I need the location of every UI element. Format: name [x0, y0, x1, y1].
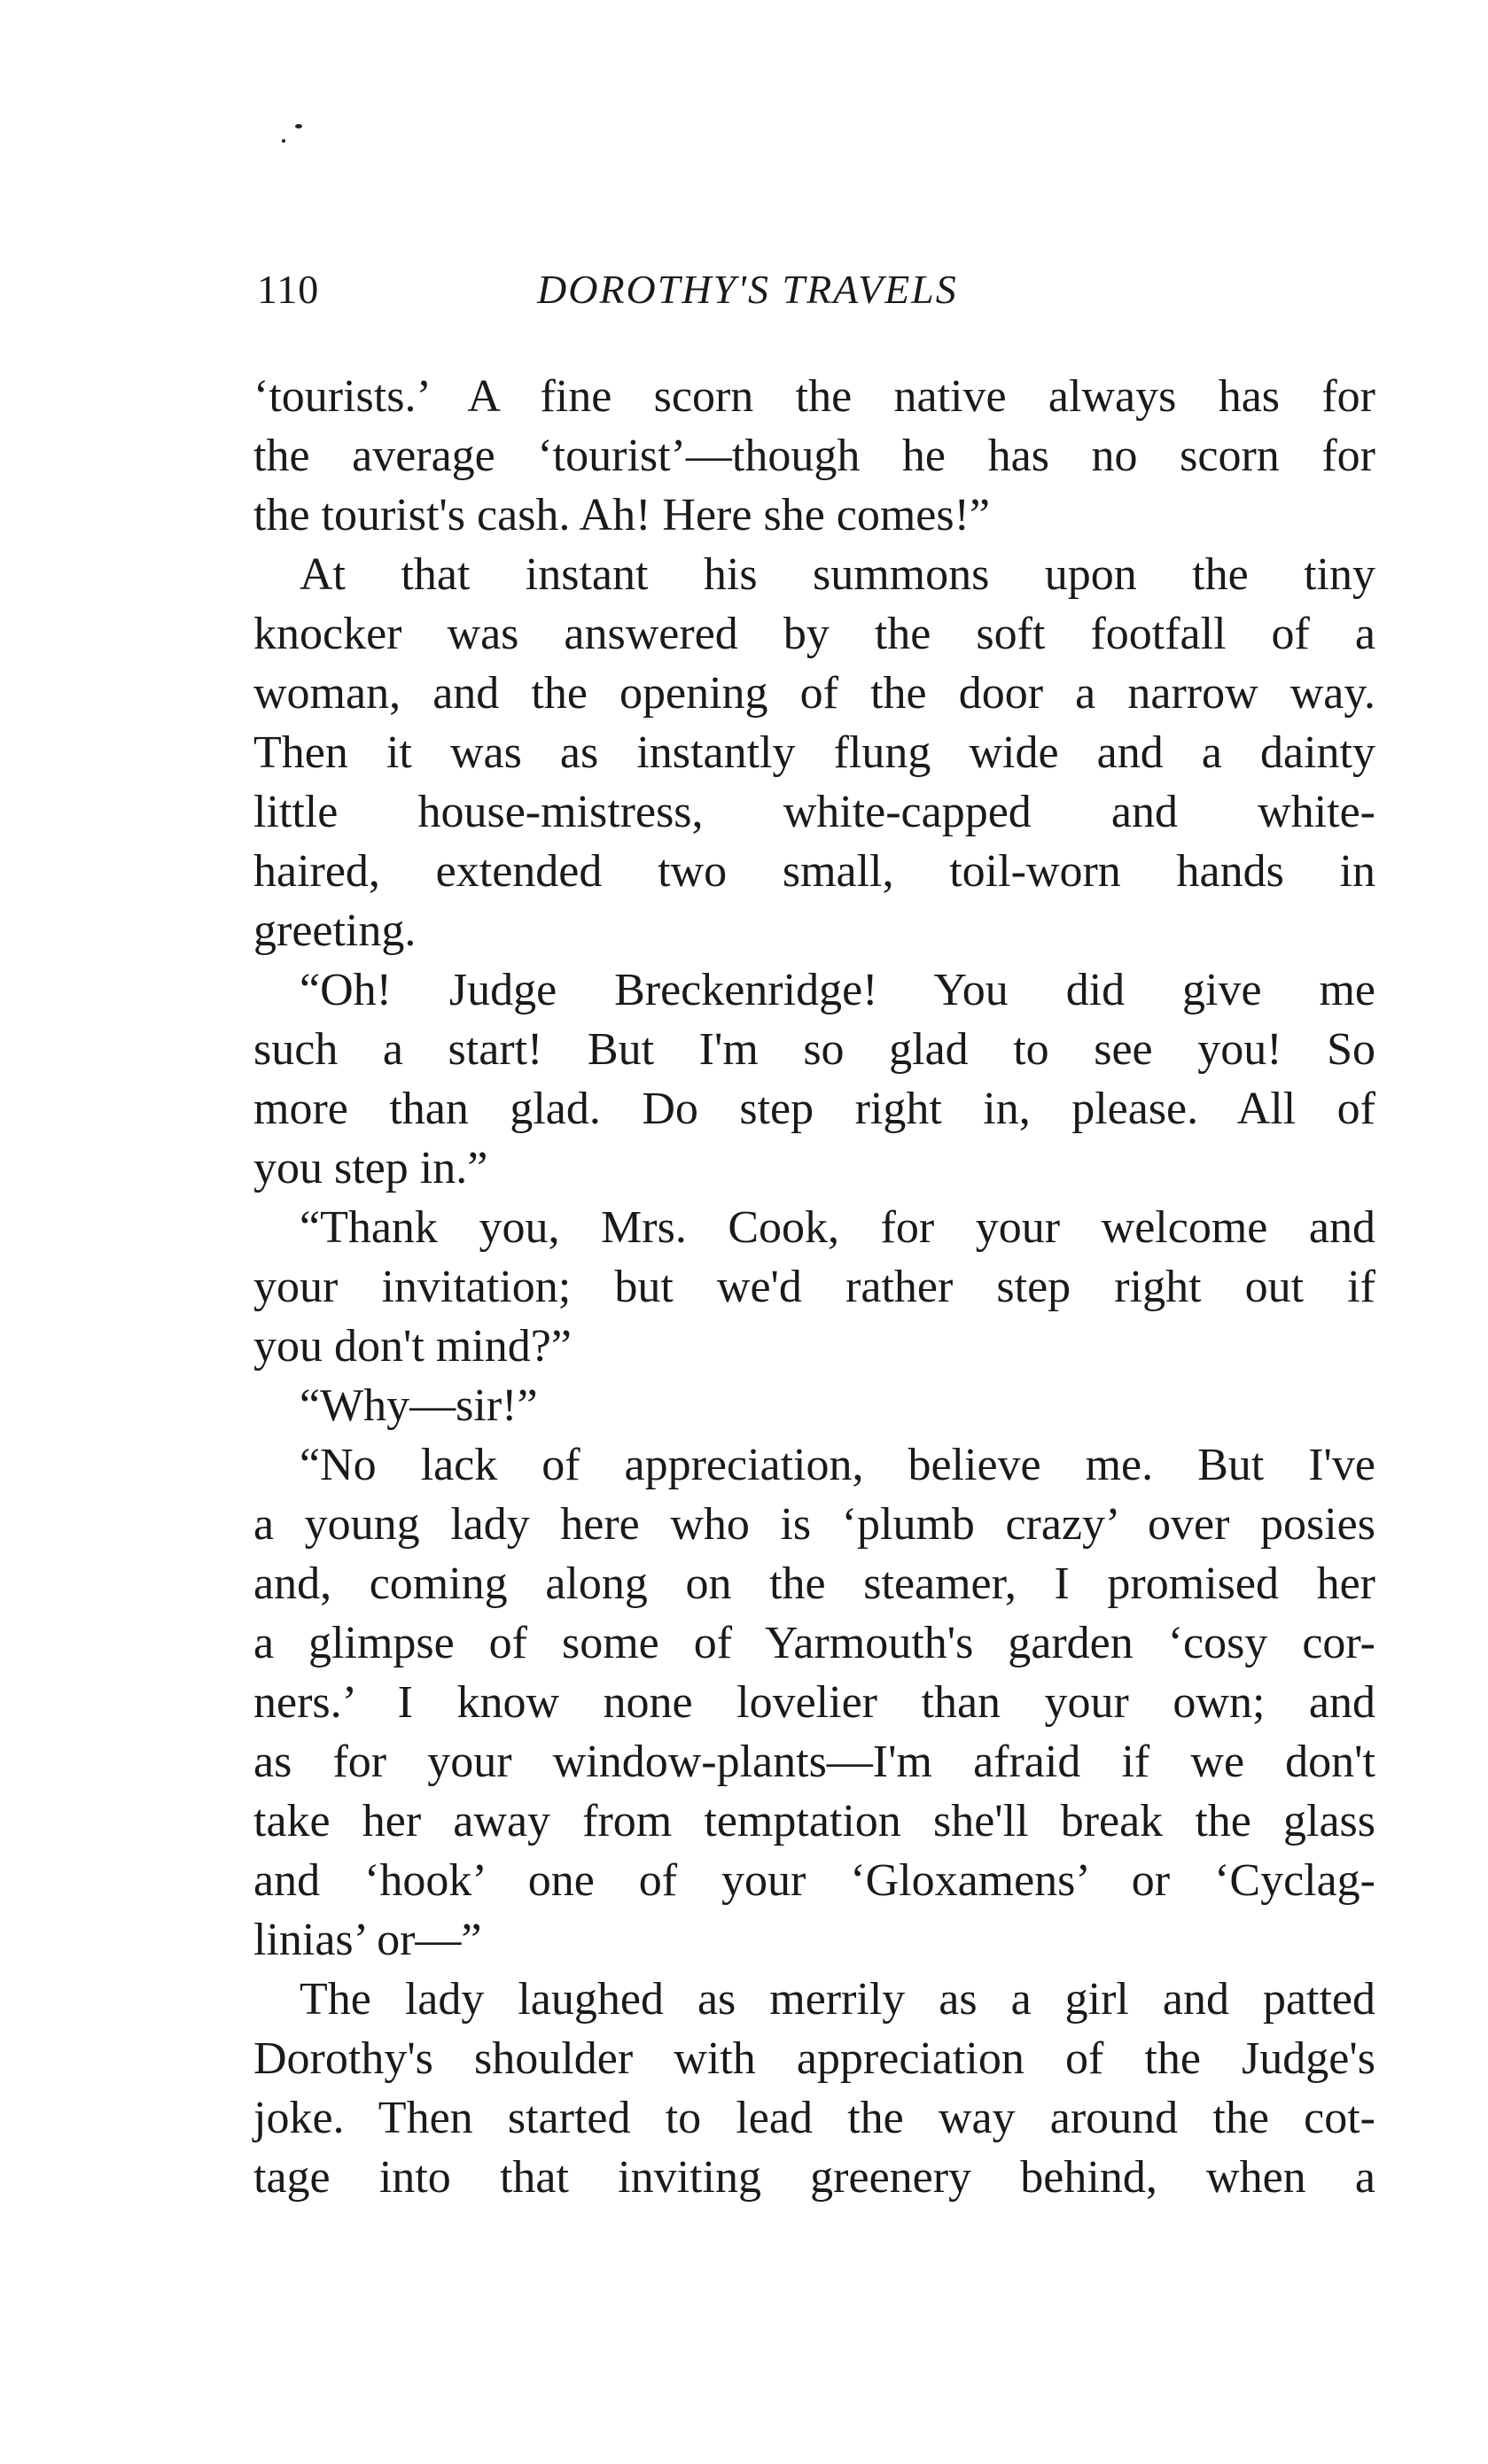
text-line: such a start! But I'm so glad to see you! So	[253, 1024, 1375, 1075]
text-line: joke. Then started to lead the way around the cot-	[253, 2093, 1375, 2143]
text-line: a young lady here who is ‘plumb crazy’ over posies	[253, 1499, 1375, 1550]
text-line: more than glad. Do step right in, please. All of	[253, 1084, 1375, 1134]
text-line: little house-mistress, white-capped and white-	[253, 787, 1375, 837]
text-line: a glimpse of some of Yarmouth's garden ‘cosy cor-	[253, 1618, 1375, 1668]
text-line: “Oh! Judge Breckenridge! You did give me	[300, 965, 1375, 1015]
text-line: Then it was as instantly flung wide and a dainty	[253, 727, 1375, 778]
text-line: linias’ or—”	[253, 1915, 482, 1965]
text-line: ‘tourists.’ A fine scorn the native always has for	[253, 371, 1375, 422]
body-text	[253, 367, 1375, 2207]
text-line: haired, extended two small, toil-worn hands in	[253, 846, 1375, 897]
text-line: as for your window-plants—I'm afraid if we don't	[253, 1737, 1375, 1787]
text-line: woman, and the opening of the door a narrow way.	[253, 668, 1375, 719]
text-line: The lady laughed as merrily as a girl and patted	[300, 1974, 1375, 2025]
running-head	[257, 266, 1374, 319]
text-line: and ‘hook’ one of your ‘Gloxamens’ or ‘Cyclag-	[253, 1855, 1375, 1906]
text-line: the tourist's cash. Ah! Here she comes!”	[253, 490, 991, 540]
ink-speck	[282, 139, 285, 143]
text-line: ners.’ I know none lovelier than your own; and	[253, 1677, 1375, 1728]
page-number: 110	[257, 267, 320, 312]
text-line: you don't mind?”	[253, 1321, 572, 1372]
text-line: knocker was answered by the soft footfall of a	[253, 609, 1375, 659]
ink-speck	[295, 124, 302, 128]
text-line: Dorothy's shoulder with appreciation of the Judge's	[253, 2033, 1375, 2084]
text-line: “Thank you, Mrs. Cook, for your welcome and	[300, 1202, 1375, 1253]
text-line: take her away from temptation she'll break the glass	[253, 1796, 1375, 1846]
text-line: “No lack of appreciation, believe me. But I've	[300, 1440, 1375, 1490]
running-title: DOROTHY'S TRAVELS	[537, 267, 958, 312]
text-line: the average ‘tourist’—though he has no scorn for	[253, 431, 1375, 481]
text-line: greeting.	[253, 906, 417, 956]
text-line: your invitation; but we'd rather step right out if	[253, 1262, 1375, 1312]
text-line: and, coming along on the steamer, I promised her	[253, 1558, 1375, 1609]
text-line: “Why—sir!”	[300, 1380, 538, 1431]
text-line: you step in.”	[253, 1143, 488, 1193]
text-line: At that instant his summons upon the tiny	[300, 549, 1375, 600]
text-line: tage into that inviting greenery behind, when a	[253, 2152, 1375, 2203]
